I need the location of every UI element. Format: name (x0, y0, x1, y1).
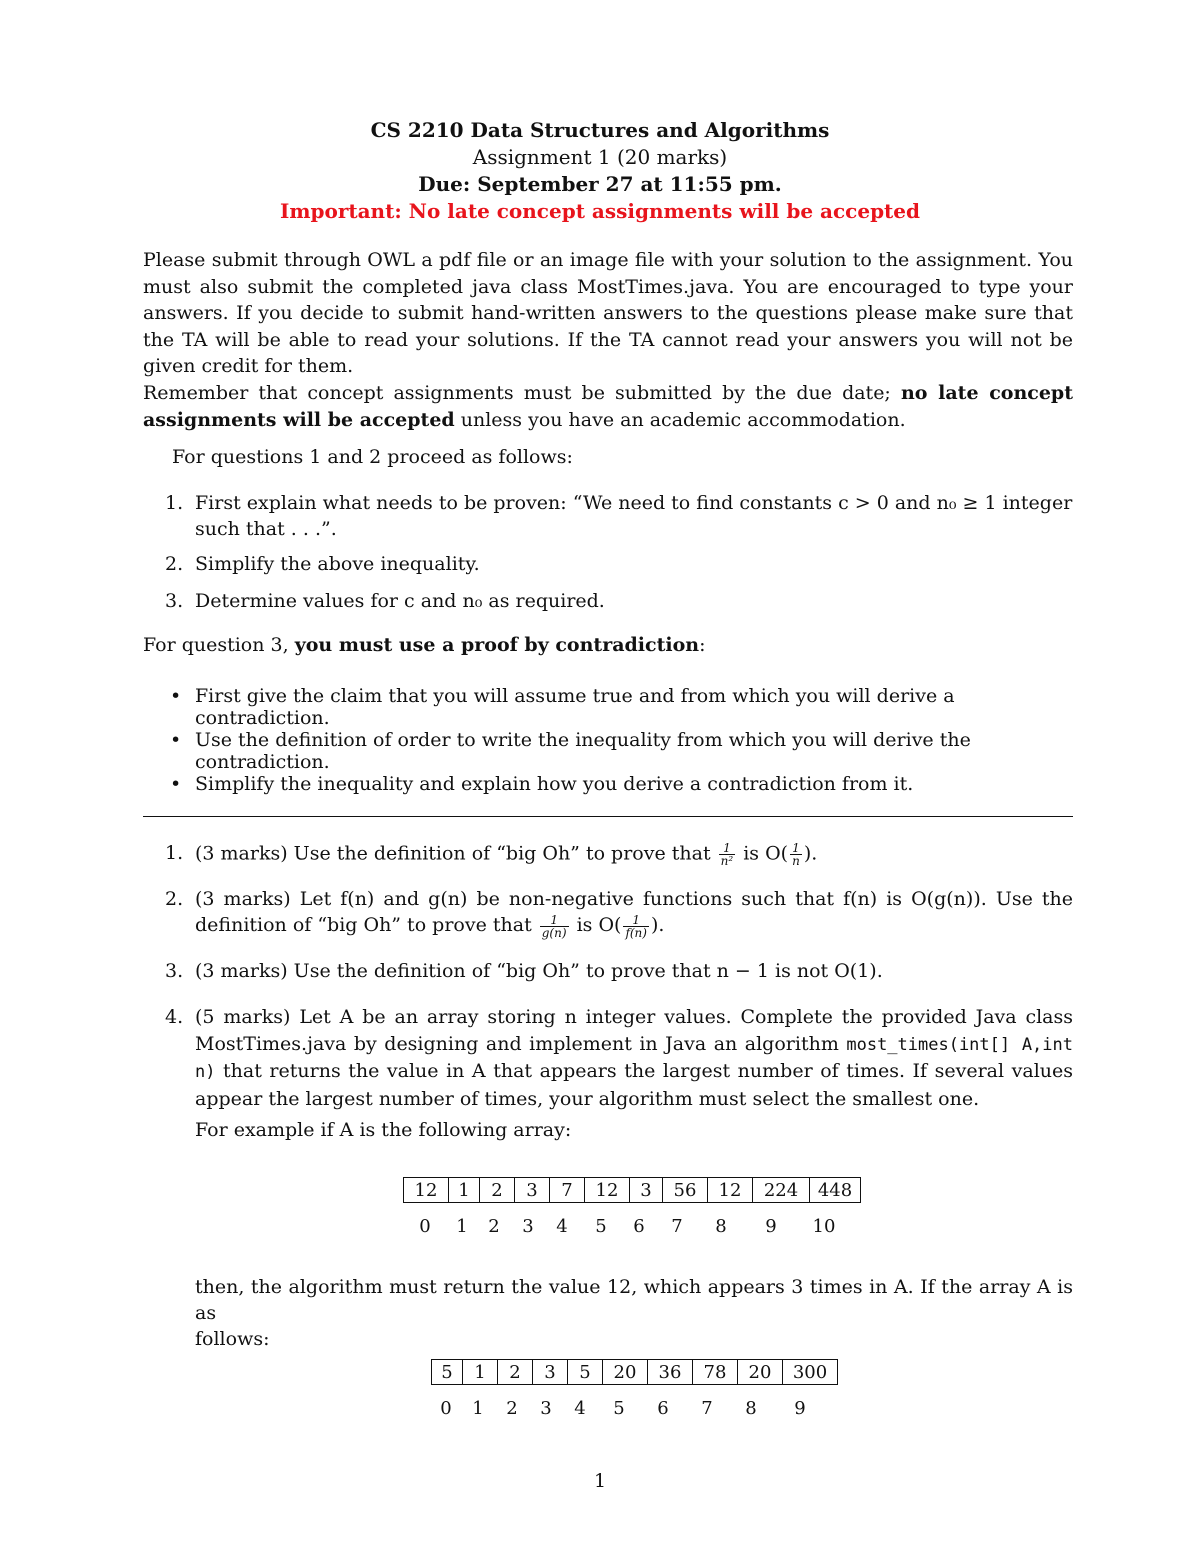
q2-line-2 (195, 912, 1073, 939)
deadline-paragraph (143, 380, 1073, 433)
array-cell: 5 (568, 1360, 603, 1385)
question-number: 4. (165, 1006, 184, 1028)
array-index: 6 (657, 1398, 669, 1419)
array-cell: 12 (404, 1178, 449, 1203)
frac-denominator: n (792, 854, 800, 868)
question-4 (165, 1004, 1073, 1112)
after-example-line-1: then, the algorithm must return the value 12, which appears 3 times in A. If the array A is as (195, 1276, 1073, 1324)
bullet-text: Simplify the inequality and explain how you derive a contradiction from it. (195, 773, 914, 795)
bullet-2 (170, 729, 1080, 773)
step-number: 3. (165, 590, 184, 612)
array-index: 3 (540, 1398, 552, 1419)
step-number: 2. (165, 553, 184, 575)
bullet-icon: • (170, 729, 182, 751)
question-number: 3. (165, 960, 184, 982)
q4-line-3 (195, 1058, 1073, 1086)
q4-code-end: n) (195, 1062, 216, 1082)
bullet-icon: • (170, 773, 182, 795)
bullet-icon: • (170, 685, 182, 707)
assignment-title: Assignment 1 (20 marks) (472, 145, 728, 169)
array-cell: 1 (449, 1178, 480, 1203)
q2-fraction-2 (623, 914, 649, 939)
array-cell: 20 (738, 1360, 783, 1385)
step-2 (165, 553, 1073, 575)
array-index: 5 (595, 1216, 607, 1237)
array-cell: 448 (810, 1178, 861, 1203)
array-cell: 300 (783, 1360, 838, 1385)
q2-line-1: (3 marks) Let f(n) and g(n) be non-negative functions such that f(n) is O(g(n)). Use the (195, 888, 1073, 910)
example-lead: For example if A is the following array: (195, 1119, 572, 1141)
q4-code: most_times(int[] A,int (846, 1034, 1073, 1055)
q2-fraction (540, 914, 569, 939)
array-cell: 5 (432, 1360, 463, 1385)
array-index: 4 (556, 1216, 568, 1237)
array-index: 7 (701, 1398, 713, 1419)
question-3 (165, 960, 1073, 982)
array-index: 4 (574, 1398, 586, 1419)
bullet-3 (170, 773, 1080, 795)
array-cell: 3 (533, 1360, 568, 1385)
step-text: First explain what needs to be proven: “We need to find constants c > 0 and n₀ ≥ 1 integer such that . . .”. (195, 492, 1073, 540)
array-index: 9 (794, 1398, 806, 1419)
frac-numerator: 1 (623, 914, 649, 927)
question-number: 2. (165, 888, 184, 910)
array-index: 1 (456, 1216, 468, 1237)
q1-fraction (719, 842, 736, 867)
frac-numerator: 1 (540, 914, 569, 927)
question-1 (165, 842, 1073, 867)
instructions-lead: For questions 1 and 2 proceed as follows: (172, 446, 573, 468)
array-cell: 78 (693, 1360, 738, 1385)
bullet-1 (170, 685, 1080, 729)
question-2 (165, 886, 1073, 939)
bullet-text: Use the definition of order to write the inequality from which you will derive the contradiction. (195, 729, 971, 773)
step-number: 1. (165, 492, 184, 514)
q2-text: definition of “big Oh” to prove that (195, 914, 532, 936)
q4-line-2-text: MostTimes.java by designing and implement in Java an algorithm (195, 1032, 839, 1055)
array-index: 8 (745, 1398, 757, 1419)
q1-fraction-2 (790, 842, 802, 867)
array-cell: 3 (630, 1178, 663, 1203)
q4-line-3-text: that returns the value in A that appears the largest number of times. If several values (223, 1060, 1073, 1082)
page-number: 1 (593, 1470, 607, 1492)
array-cell: 12 (585, 1178, 630, 1203)
array-cell: 1 (463, 1360, 498, 1385)
q2-end: ). (650, 914, 665, 936)
due-date: Due: September 27 at 11:55 pm. (418, 172, 782, 196)
array-index: 3 (522, 1216, 534, 1237)
deadline-bold: no late concept assignments will be accepted (143, 382, 1073, 431)
array-index: 0 (419, 1216, 431, 1237)
contradiction-lead (143, 634, 705, 656)
deadline-end: unless you have an academic accommodation. (460, 408, 906, 431)
q1-mid: is O( (743, 842, 789, 865)
array-cell: 2 (498, 1360, 533, 1385)
q4-line-4: appear the largest number of times, your algorithm must select the smallest one. (195, 1087, 980, 1110)
array-index: 2 (506, 1398, 518, 1419)
step-1 (165, 490, 1073, 542)
frac-numerator: 1 (719, 842, 736, 855)
frac-denominator: n² (720, 854, 734, 868)
array-cell: 56 (663, 1178, 708, 1203)
q1-end: ). (803, 842, 818, 865)
after-example-line-2: follows: (195, 1328, 270, 1350)
array-index: 10 (812, 1216, 836, 1237)
array-index: 6 (633, 1216, 645, 1237)
step-text: Simplify the above inequality. (195, 553, 480, 575)
q2-mid: is O( (576, 914, 622, 936)
course-title: CS 2210 Data Structures and Algorithms (370, 118, 830, 142)
deadline-text: Remember that concept assignments must be submitted by the due date; (143, 382, 891, 404)
array-cell: 224 (753, 1178, 810, 1203)
array-index: 2 (488, 1216, 500, 1237)
array-index: 0 (440, 1398, 452, 1419)
array-2 (431, 1359, 838, 1385)
array-cell: 7 (550, 1178, 585, 1203)
array-index: 5 (613, 1398, 625, 1419)
contradiction-lead-text: For question 3, (143, 634, 289, 656)
array-cell: 36 (648, 1360, 693, 1385)
frac-numerator: 1 (790, 842, 802, 855)
array-index: 8 (715, 1216, 727, 1237)
contradiction-lead-colon: : (699, 634, 706, 656)
late-warning: Important: No late concept assignments will be accepted (279, 199, 921, 223)
array-1 (403, 1177, 861, 1203)
array-cell: 20 (603, 1360, 648, 1385)
array-index: 7 (671, 1216, 683, 1237)
section-divider (143, 816, 1073, 817)
step-3 (165, 590, 1073, 612)
q4-line-2 (195, 1031, 1073, 1059)
array-cell: 2 (480, 1178, 515, 1203)
question-text (195, 842, 1073, 867)
q1-text: (3 marks) Use the definition of “big Oh” to prove that (195, 842, 711, 865)
array-cell: 12 (708, 1178, 753, 1203)
bullet-text: First give the claim that you will assume true and from which you will derive a contradiction. (195, 685, 955, 729)
frac-denominator: f(n) (625, 925, 647, 940)
question-number: 1. (165, 842, 184, 864)
question-text: (3 marks) Use the definition of “big Oh” to prove that n − 1 is not O(1). (195, 960, 883, 982)
array-cell: 3 (515, 1178, 550, 1203)
q4-line-1: (5 marks) Let A be an array storing n integer values. Complete the provided Java class (195, 1006, 1073, 1028)
array-index: 1 (472, 1398, 484, 1419)
intro-paragraph: Please submit through OWL a pdf file or an image file with your solution to the assignment. You must also submit the completed java class MostTimes.java. You are encouraged to type your answers. If you decide to submit hand-written answers to the questions please make sure that the TA will be able to read your solutions. If the TA cannot read your answers you will not be given credit for them. (143, 249, 1073, 377)
array-index: 9 (765, 1216, 777, 1237)
frac-denominator: g(n) (541, 925, 567, 940)
after-example-1 (195, 1274, 1073, 1352)
step-text: Determine values for c and n₀ as required. (195, 590, 605, 612)
contradiction-lead-bold: you must use a proof by contradiction (294, 634, 700, 656)
